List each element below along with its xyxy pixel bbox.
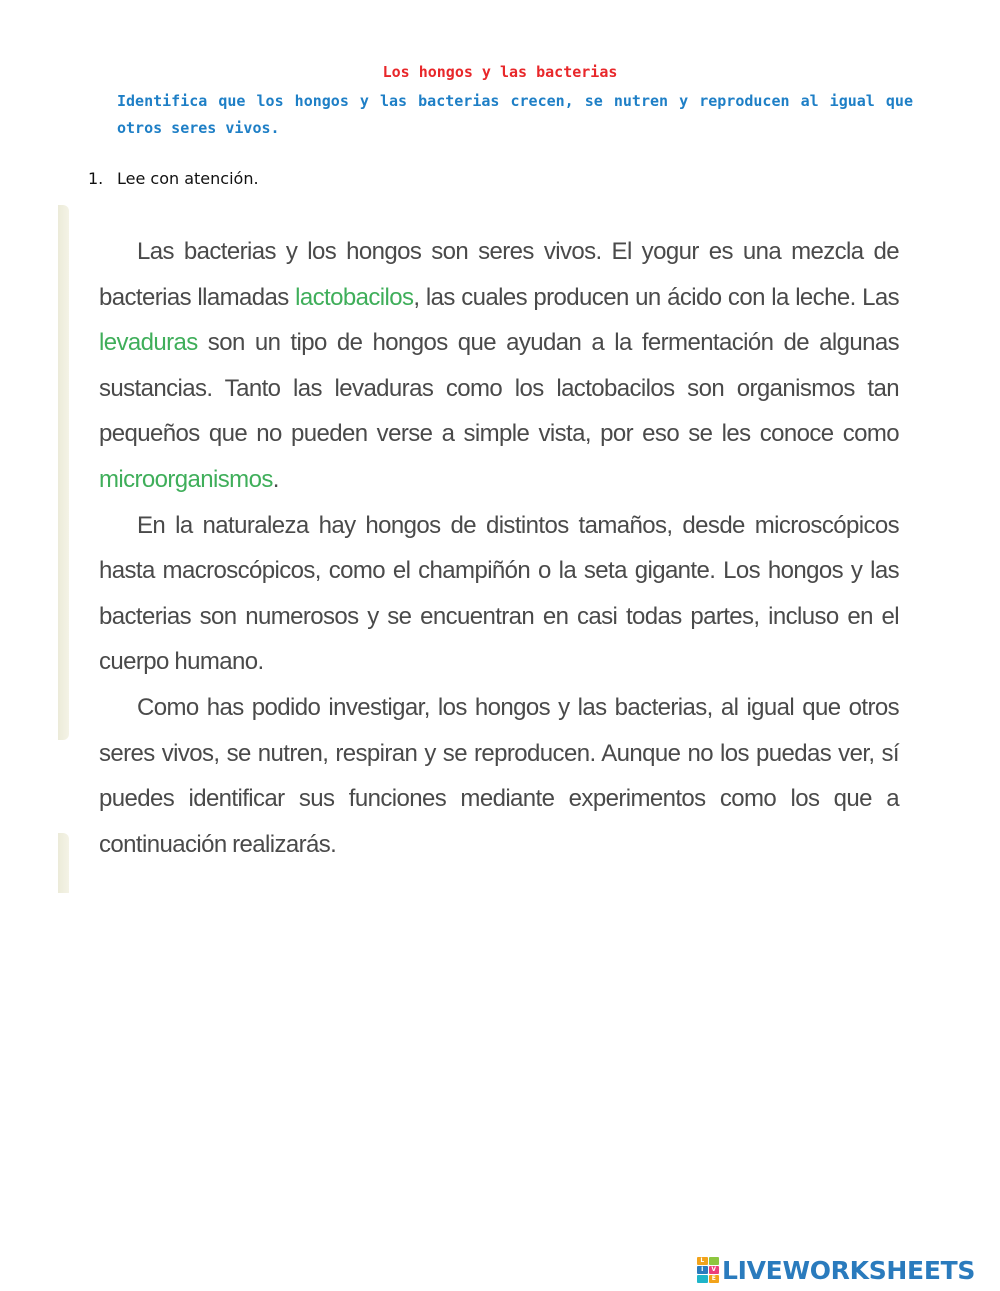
key-term-levaduras: levaduras	[99, 329, 198, 357]
reading-paragraph-1	[99, 229, 899, 503]
paragraph-1-text-d: .	[272, 465, 279, 493]
instruction-text: Lee con atención.	[117, 169, 259, 188]
liveworksheets-logo-text: LIVEWORKSHEETS	[722, 1255, 976, 1285]
reading-paragraph-2: En la naturaleza hay hongos de distintos tamaños, desde microscópicos hasta macroscópicos, como el champiñón o la seta gigante. Los hongos y las bacterias son numerosos y se encuentran en casi todas partes, incluso en el cuerpo humano.	[99, 511, 899, 676]
key-term-microorganismos: microorganismos	[99, 465, 273, 493]
page-edge-decoration	[58, 205, 69, 893]
instruction-number: 1.	[88, 169, 104, 188]
key-term-lactobacilos: lactobacilos	[295, 283, 414, 311]
reading-paragraph-3: Como has podido investigar, los hongos y las bacterias, al igual que otros seres vivos, se nutren, respiran y se reproducen. Aunque no los puedas ver, sí puedes identificar sus funciones mediante experimentos como los que a continuación realizarás.	[99, 693, 899, 858]
worksheet-objective: Identifica que los hongos y las bacterias crecen, se nutren y reproducen al igual que otros seres vivos.	[117, 92, 913, 137]
liveworksheets-logo-icon: L I V E	[697, 1257, 719, 1283]
reading-text	[99, 229, 899, 867]
instruction-item	[88, 168, 259, 190]
paragraph-1-text-b: , las cuales producen un ácido con la leche. Las	[413, 283, 899, 311]
liveworksheets-logo	[697, 1255, 975, 1285]
paragraph-1-text-c: son un tipo de hongos que ayudan a la fermentación de algunas sustancias. Tanto las levaduras como los lactobacilos son organismos tan pequeños que no pueden verse a simple vista, por eso se les conoce como	[99, 329, 899, 448]
reading-passage-image	[58, 205, 918, 893]
worksheet-title: Los hongos y las bacterias	[382, 63, 618, 81]
paragraph-1-text-a: Las bacterias y los hongos son seres vivos. El yogur es una mezcla de bacterias llamadas	[99, 238, 899, 311]
